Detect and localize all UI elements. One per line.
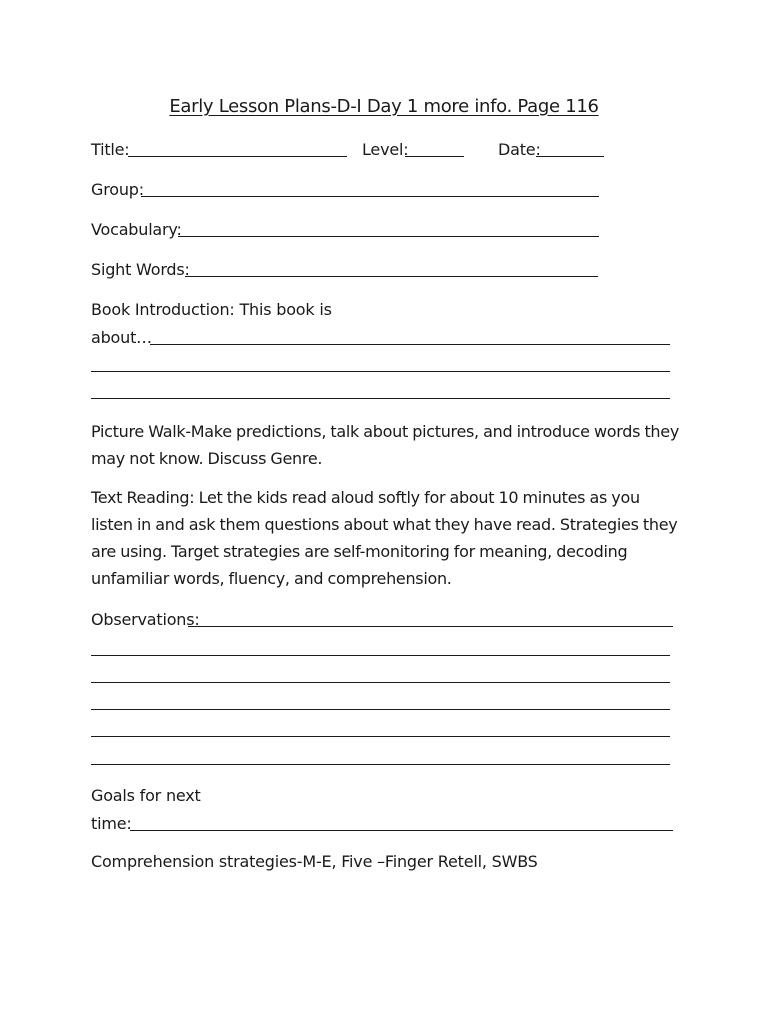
level-label: Level: [362, 140, 409, 159]
book-intro-blank-line-1[interactable] [150, 344, 670, 345]
goals-time-label: time: [91, 814, 132, 833]
book-intro-blank-line-3[interactable] [91, 398, 670, 399]
observations-blank-line-5[interactable] [91, 736, 670, 737]
book-intro-label: Book Introduction: This book is [91, 300, 332, 319]
text-reading-text: Text Reading: Let the kids read aloud softly for about 10 minutes as you listen in and ask them questions about what they have read. Strategies they are using. Target strategies are self-monitoring for meaning, decoding unfamiliar words, fluency, and comprehension. [91, 488, 678, 588]
page-title: Early Lesson Plans-D-I Day 1 more info. Page 116 [169, 96, 599, 117]
date-label: Date: [498, 140, 541, 159]
sight-words-label: Sight Words: [91, 260, 190, 279]
vocabulary-label: Vocabulary: [91, 220, 182, 239]
comprehension-strategies-text: Comprehension strategies-M-E, Five –Finger Retell, SWBS [91, 852, 538, 871]
group-label: Group: [91, 180, 144, 199]
book-intro-about: about… [91, 328, 152, 347]
date-blank-line[interactable] [536, 156, 604, 157]
observations-blank-line-1[interactable] [188, 626, 673, 627]
goals-label: Goals for next [91, 786, 201, 805]
observations-blank-line-4[interactable] [91, 709, 670, 710]
observations-blank-line-2[interactable] [91, 655, 670, 656]
vocabulary-blank-line[interactable] [178, 236, 599, 237]
observations-blank-line-6[interactable] [91, 764, 670, 765]
picture-walk-text: Picture Walk-Make predictions, talk about pictures, and introduce words they may not know. Discuss Genre. [91, 422, 679, 468]
sight-words-blank-line[interactable] [185, 276, 598, 277]
level-blank-line[interactable] [405, 156, 464, 157]
group-blank-line[interactable] [141, 196, 599, 197]
observations-blank-line-3[interactable] [91, 682, 670, 683]
book-intro-blank-line-2[interactable] [91, 371, 670, 372]
observations-label: Observations: [91, 610, 200, 629]
title-label: Title: [91, 140, 130, 159]
goals-blank-line[interactable] [130, 830, 673, 831]
title-blank-line[interactable] [128, 156, 347, 157]
